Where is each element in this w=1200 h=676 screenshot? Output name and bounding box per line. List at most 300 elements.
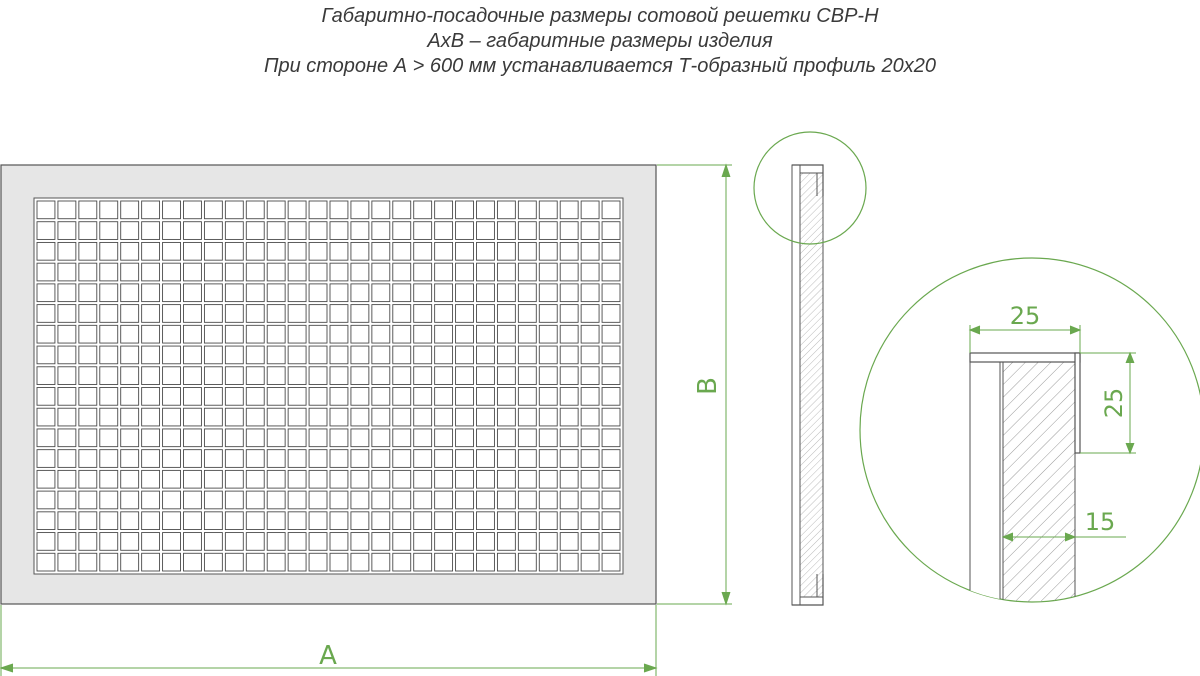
grille-cell [372,450,390,468]
grille-cell [393,263,411,281]
grille-cell [225,346,243,364]
grille-cell [204,533,222,551]
grille-cell [351,222,369,240]
grille-cell [539,222,557,240]
grille-cell [246,346,264,364]
grille-cell [58,201,76,219]
grille-cell [246,263,264,281]
grille-cell [204,201,222,219]
grille-cell [560,429,578,447]
grille-cell [539,491,557,509]
grille-cell [414,305,432,323]
grille-cell [309,346,327,364]
grille-cell [602,512,620,530]
title-line-2: АхВ – габаритные размеры изделия [427,30,773,52]
grille-cell [351,512,369,530]
grille-cell [288,201,306,219]
grille-cell [581,450,599,468]
grille-cell [37,242,55,260]
grille-cell [142,388,160,406]
grille-cell [309,491,327,509]
grille-cell [435,512,453,530]
grille-cell [518,470,536,488]
grille-cell [184,450,202,468]
grille-cell [414,429,432,447]
grille-cell [142,242,160,260]
grille-cell [204,388,222,406]
grille-cell [330,263,348,281]
grille-cell [560,325,578,343]
grille-cell [246,242,264,260]
grille-cell [581,491,599,509]
grille-cell [246,222,264,240]
grille-cell [560,284,578,302]
grille-cell [121,388,139,406]
grille-cell [330,533,348,551]
grille-cell [100,470,118,488]
grille-cell [539,242,557,260]
grille-cell [477,512,495,530]
grille-cell [435,305,453,323]
grille-cell [477,450,495,468]
grille-cell [267,284,285,302]
grille-cell [225,222,243,240]
detail-side-flange [1075,353,1080,453]
grille-cell [163,325,181,343]
grille-cell [288,470,306,488]
grille-cell [330,388,348,406]
grille-cell [414,325,432,343]
grille-cell [581,429,599,447]
grille-cell [37,429,55,447]
grille-cell [163,201,181,219]
grille-cell [372,408,390,426]
grille-cell [539,408,557,426]
grille-cell [184,553,202,571]
grille-cell [309,553,327,571]
grille-cell [497,263,515,281]
grille-cell [560,201,578,219]
grille-cell [435,222,453,240]
grille-cell [539,429,557,447]
grille-cell [351,388,369,406]
grille-cell [288,408,306,426]
grille-cell [37,263,55,281]
grille-cell [581,533,599,551]
grille-cell [497,512,515,530]
grille-cell [184,388,202,406]
grille-cell [518,367,536,385]
grille-cell [37,305,55,323]
grille-cell [288,346,306,364]
grille-cell [267,388,285,406]
grille-cell [267,367,285,385]
grille-cell [518,408,536,426]
grille-cell [393,388,411,406]
grille-cell [267,553,285,571]
grille-cell [560,512,578,530]
dimension-a-label: A [319,641,337,671]
grille-cell [246,512,264,530]
grille-cell [204,346,222,364]
grille-cell [225,533,243,551]
grille-cell [100,533,118,551]
grille-cell [518,325,536,343]
grille-cell [477,553,495,571]
grille-cell [288,284,306,302]
grille-cell [414,201,432,219]
grille-cell [560,242,578,260]
grille-cell [288,222,306,240]
grille-cell [456,450,474,468]
grille-cell [204,491,222,509]
grille-cell [142,491,160,509]
grille-cell [204,325,222,343]
grille-cell [184,284,202,302]
detail-top-flange [970,353,1080,362]
grille-cell [456,512,474,530]
grille-cell [539,367,557,385]
grille-cell [58,388,76,406]
grille-cell [267,305,285,323]
grille-cell [79,533,97,551]
grille-cell [414,242,432,260]
grille-cell [204,242,222,260]
grille-cell [414,491,432,509]
grille-cell [435,367,453,385]
grille-cell [560,346,578,364]
grille-cell [37,470,55,488]
grille-cell [58,263,76,281]
grille-cell [37,491,55,509]
grille-cell [100,367,118,385]
grille-cell [58,512,76,530]
grille-cell [58,222,76,240]
grille-cell [539,263,557,281]
grille-cell [309,367,327,385]
grille-cell [163,263,181,281]
grille-cell [142,533,160,551]
grille-cell [225,325,243,343]
grille-cell [100,201,118,219]
grille-cell [456,284,474,302]
grille-cell [204,222,222,240]
grille-cell [37,450,55,468]
grille-cell [246,429,264,447]
grille-cell [204,284,222,302]
grille-cell [456,388,474,406]
grille-cell [393,284,411,302]
grille-cell [602,429,620,447]
title-line-1: Габаритно-посадочные размеры сотовой решетки СВР-Н [321,5,879,27]
grille-cell [477,408,495,426]
grille-cell [163,491,181,509]
grille-cell [539,325,557,343]
grille-cell [581,512,599,530]
grille-cell [497,388,515,406]
detail-dimension-top-label: 25 [1009,302,1041,330]
grille-cell [518,242,536,260]
grille-cell [58,429,76,447]
grille-cell [497,201,515,219]
grille-cell [142,408,160,426]
grille-cell [100,429,118,447]
grille-cell [330,408,348,426]
grille-cell [267,408,285,426]
grille-cell [100,450,118,468]
detail-profile-body [1003,362,1075,613]
grille-cell [560,450,578,468]
grille-cell [581,553,599,571]
grille-cell [163,346,181,364]
grille-cell [393,242,411,260]
detail-dimension-side-label: 25 [1100,387,1128,419]
grille-cell [79,553,97,571]
grille-cell [497,346,515,364]
grille-cell [435,242,453,260]
grille-cell [456,367,474,385]
grille-cell [309,201,327,219]
grille-cell [560,408,578,426]
grille-cell [184,325,202,343]
grille-cell [184,367,202,385]
grille-cell [100,222,118,240]
dimension-b-label: B [693,377,723,395]
grille-cell [581,305,599,323]
grille-cell [163,388,181,406]
grille-cell [246,533,264,551]
grille-cell [79,284,97,302]
grille-cell [100,388,118,406]
grille-cell [393,533,411,551]
grille-cell [372,263,390,281]
grille-cell [539,450,557,468]
grille-cell [393,553,411,571]
side-profile-face [792,165,800,605]
grille-cell [288,491,306,509]
grille-cell [602,242,620,260]
grille-cell [393,201,411,219]
grille-cell [435,429,453,447]
grille-cell [435,470,453,488]
grille-cell [518,512,536,530]
grille-cell [497,429,515,447]
grille-cell [246,450,264,468]
grille-cell [414,450,432,468]
grille-cell [372,491,390,509]
grille-cell [58,305,76,323]
grille-cell [79,222,97,240]
grille-cell [602,470,620,488]
grille-cell [100,284,118,302]
grille-cell [560,222,578,240]
grille-cell [163,305,181,323]
grille-cell [393,408,411,426]
grille-cell [351,553,369,571]
grille-cell [456,533,474,551]
grille-cell [204,512,222,530]
grille-cell [267,201,285,219]
grille-cell [267,429,285,447]
grille-cell [435,325,453,343]
grille-cell [497,491,515,509]
grille-cell [414,346,432,364]
grille-cell [456,346,474,364]
grille-cell [121,429,139,447]
grille-cell [497,533,515,551]
grille-cell [477,222,495,240]
grille-cell [79,408,97,426]
grille-cell [79,388,97,406]
grille-cell [330,284,348,302]
grille-cell [184,512,202,530]
grille-cell [121,367,139,385]
grille-cell [163,367,181,385]
grille-cell [330,201,348,219]
grille-cell [560,491,578,509]
grille-cell [37,512,55,530]
grille-cell [225,201,243,219]
grille-cell [288,388,306,406]
grille-cell [414,284,432,302]
grille-cell [121,325,139,343]
grille-cell [225,408,243,426]
grille-cell [204,470,222,488]
grille-cell [602,408,620,426]
grille-cell [414,408,432,426]
grille-cell [414,553,432,571]
grille-cell [246,367,264,385]
grille-cell [393,450,411,468]
grille-cell [309,222,327,240]
grille-cell [497,222,515,240]
grille-cell [142,201,160,219]
grille-cell [246,388,264,406]
grille-cell [288,305,306,323]
grille-cell [225,305,243,323]
grille-cell [267,491,285,509]
grille-cell [393,325,411,343]
grille-cell [330,470,348,488]
grille-cell [602,388,620,406]
grille-cell [37,325,55,343]
grille-cell [435,284,453,302]
grille-cell [79,450,97,468]
grille-cell [581,284,599,302]
grille-cell [288,450,306,468]
grille-cell [351,450,369,468]
grille-cell [518,491,536,509]
grille-cell [79,346,97,364]
grille-cell [184,263,202,281]
grille-cell [204,553,222,571]
grille-cell [518,305,536,323]
grille-cell [288,429,306,447]
grille-cell [330,222,348,240]
grille-cell [477,284,495,302]
detail-enlarged-view [860,258,1200,613]
grille-cell [37,367,55,385]
grille-cell [288,367,306,385]
grille-cell [309,533,327,551]
grille-cell [477,201,495,219]
grille-cell [414,222,432,240]
grille-cell [393,470,411,488]
grille-cell [121,533,139,551]
grille-cell [393,512,411,530]
grille-cell [497,450,515,468]
grille-cell [267,533,285,551]
grille-cell [288,242,306,260]
grille-cell [602,533,620,551]
grille-cell [351,491,369,509]
grille-cell [121,222,139,240]
grille-cell [225,553,243,571]
grille-cell [58,284,76,302]
grille-cell [456,470,474,488]
grille-cell [393,491,411,509]
grille-cell [581,470,599,488]
grille-cell [267,222,285,240]
grille-cell [163,429,181,447]
grille-cell [184,533,202,551]
grille-cell [539,284,557,302]
grille-cell [560,305,578,323]
grille-cell [372,533,390,551]
grille-cell [414,367,432,385]
grille-cell [560,470,578,488]
grille-cell [393,346,411,364]
grille-cell [288,533,306,551]
grille-cell [539,346,557,364]
grille-cell [497,242,515,260]
grille-cell [58,367,76,385]
grille-cell [142,512,160,530]
grille-cell [204,429,222,447]
grille-cell [414,470,432,488]
grille-cell [351,305,369,323]
grille-cell [351,408,369,426]
grille-cell [58,553,76,571]
grille-cell [184,242,202,260]
grille-cell [79,305,97,323]
grille-cell [497,367,515,385]
grille-cell [37,553,55,571]
grille-cell [309,470,327,488]
grille-cell [100,553,118,571]
grille-cell [351,429,369,447]
detail-profile-face [970,353,1000,613]
grille-cell [351,325,369,343]
grille-cell [435,553,453,571]
grille-cell [225,263,243,281]
grille-cell [456,491,474,509]
grille-cell [393,367,411,385]
grille-cell [267,346,285,364]
grille-cell [184,305,202,323]
grille-cell [267,470,285,488]
grille-cell [121,408,139,426]
grille-cell [560,388,578,406]
grille-cell [539,512,557,530]
grille-cell [581,325,599,343]
grille-cell [121,242,139,260]
grille-cell [414,512,432,530]
grille-cell [330,512,348,530]
grille-cell [602,553,620,571]
grille-cell [121,346,139,364]
grille-cell [393,222,411,240]
